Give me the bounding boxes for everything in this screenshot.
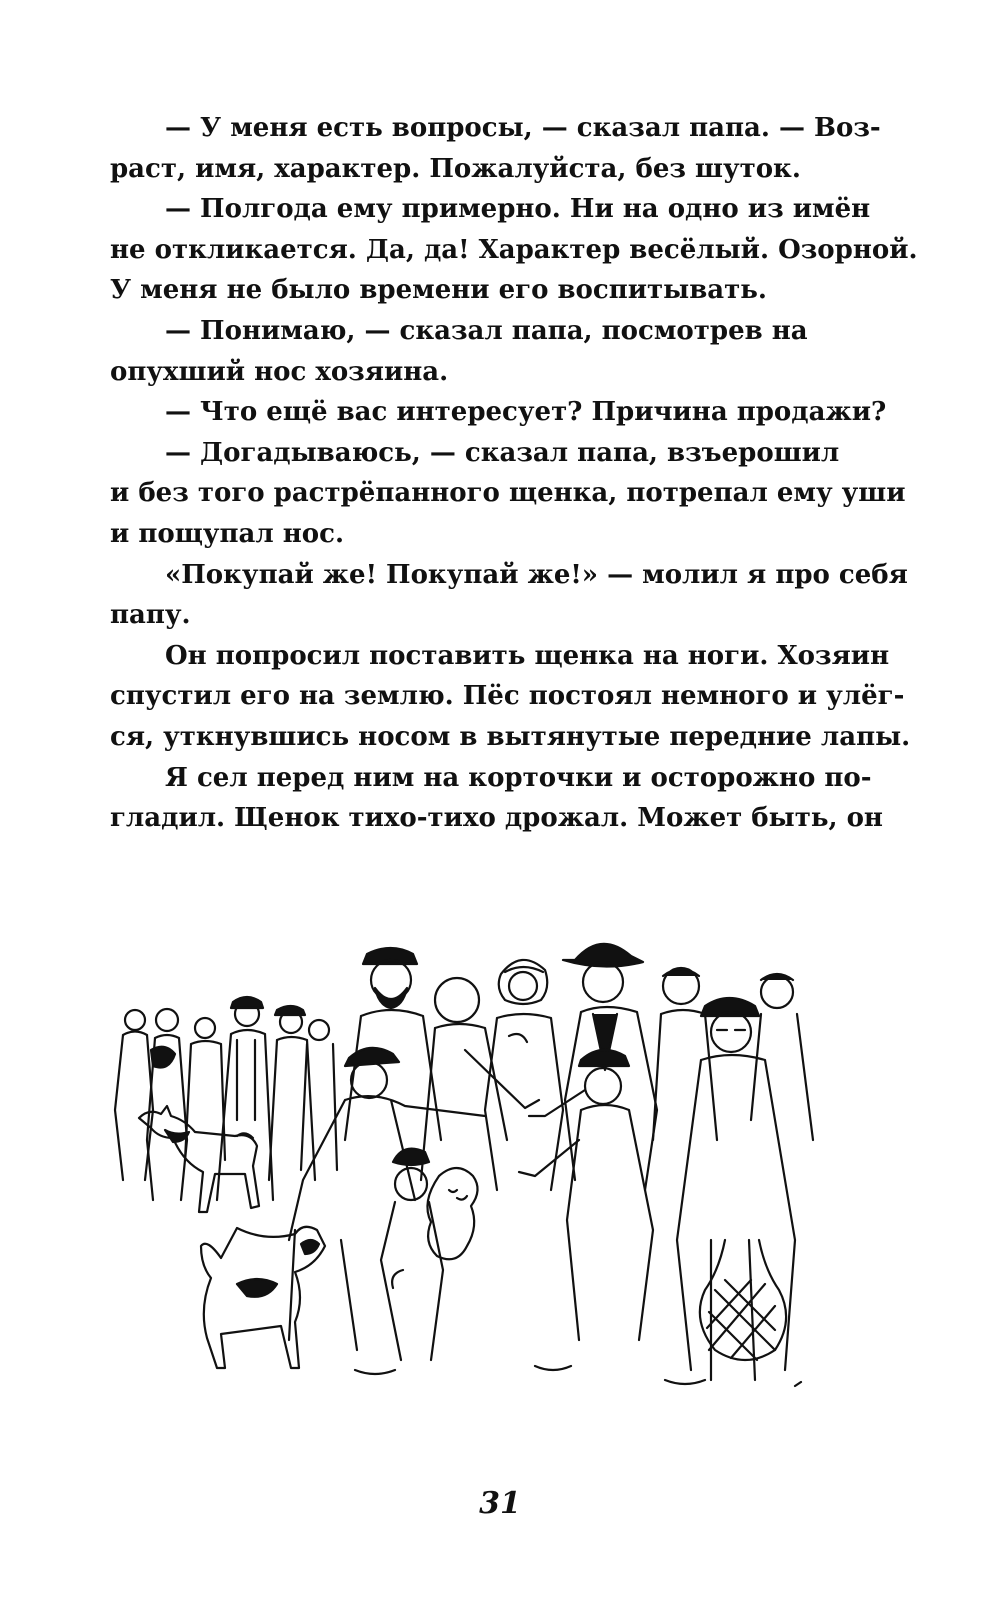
woman <box>485 960 563 1190</box>
text-line: У меня не было времени его воспитывать. <box>110 275 767 306</box>
text-line: — Понимаю, — сказал папа, посмотрев на <box>165 315 808 346</box>
text-line: Я сел перед ним на корточки и осторожно по- <box>165 762 872 793</box>
text-line: папу. <box>110 600 191 631</box>
text-line: раст, имя, характер. Пожалуйста, без шуток. <box>110 153 801 184</box>
text-line: и пощупал нос. <box>110 518 344 549</box>
page-number: 31 <box>479 1486 521 1521</box>
text-line: — Что ещё вас интересует? Причина продажи? <box>165 397 887 428</box>
boy-reaching <box>519 1050 653 1340</box>
text-line: ся, уткнувшись носом в вытянутые передние лапы. <box>110 721 911 752</box>
text-line: — Догадываюсь, — сказал папа, взъерошил <box>165 437 840 468</box>
boy-in-cap <box>289 1048 485 1350</box>
text-line: гладил. Щенок тихо-тихо дрожал. Может быть, он <box>110 803 883 834</box>
man-with-glasses <box>677 998 795 1380</box>
text-line: Он попросил поставить щенка на ноги. Хозяин <box>165 640 890 671</box>
far-right-figure <box>751 974 813 1140</box>
boy-with-puppy <box>381 1149 443 1360</box>
text-line: опухший нос хозяина. <box>110 356 449 387</box>
text-line: и без того растрёпанного щенка, потрепал ему уши <box>110 478 906 509</box>
terrier-dog-foreground <box>201 1227 325 1368</box>
puppy <box>427 1168 477 1259</box>
background-crowd <box>115 997 337 1200</box>
text-line: — У меня есть вопросы, — сказал папа. — Воз- <box>165 113 881 143</box>
text-line: не откликается. Да, да! Характер весёлый. Озорной. <box>110 234 918 265</box>
bald-man <box>421 978 539 1180</box>
text-line: — Полгода ему примерно. Ни на одно из имён <box>165 194 871 225</box>
text-line: «Покупай же! Покупай же!» — молил я про себя <box>165 559 908 590</box>
young-man-right <box>653 968 717 1140</box>
text-line: спустил его на землю. Пёс постоял немного и улёг- <box>110 681 905 712</box>
crowd-illustration <box>105 940 845 1440</box>
terrier-dog-left <box>139 1106 259 1212</box>
body-text <box>110 108 918 839</box>
string-bag <box>700 1240 786 1360</box>
